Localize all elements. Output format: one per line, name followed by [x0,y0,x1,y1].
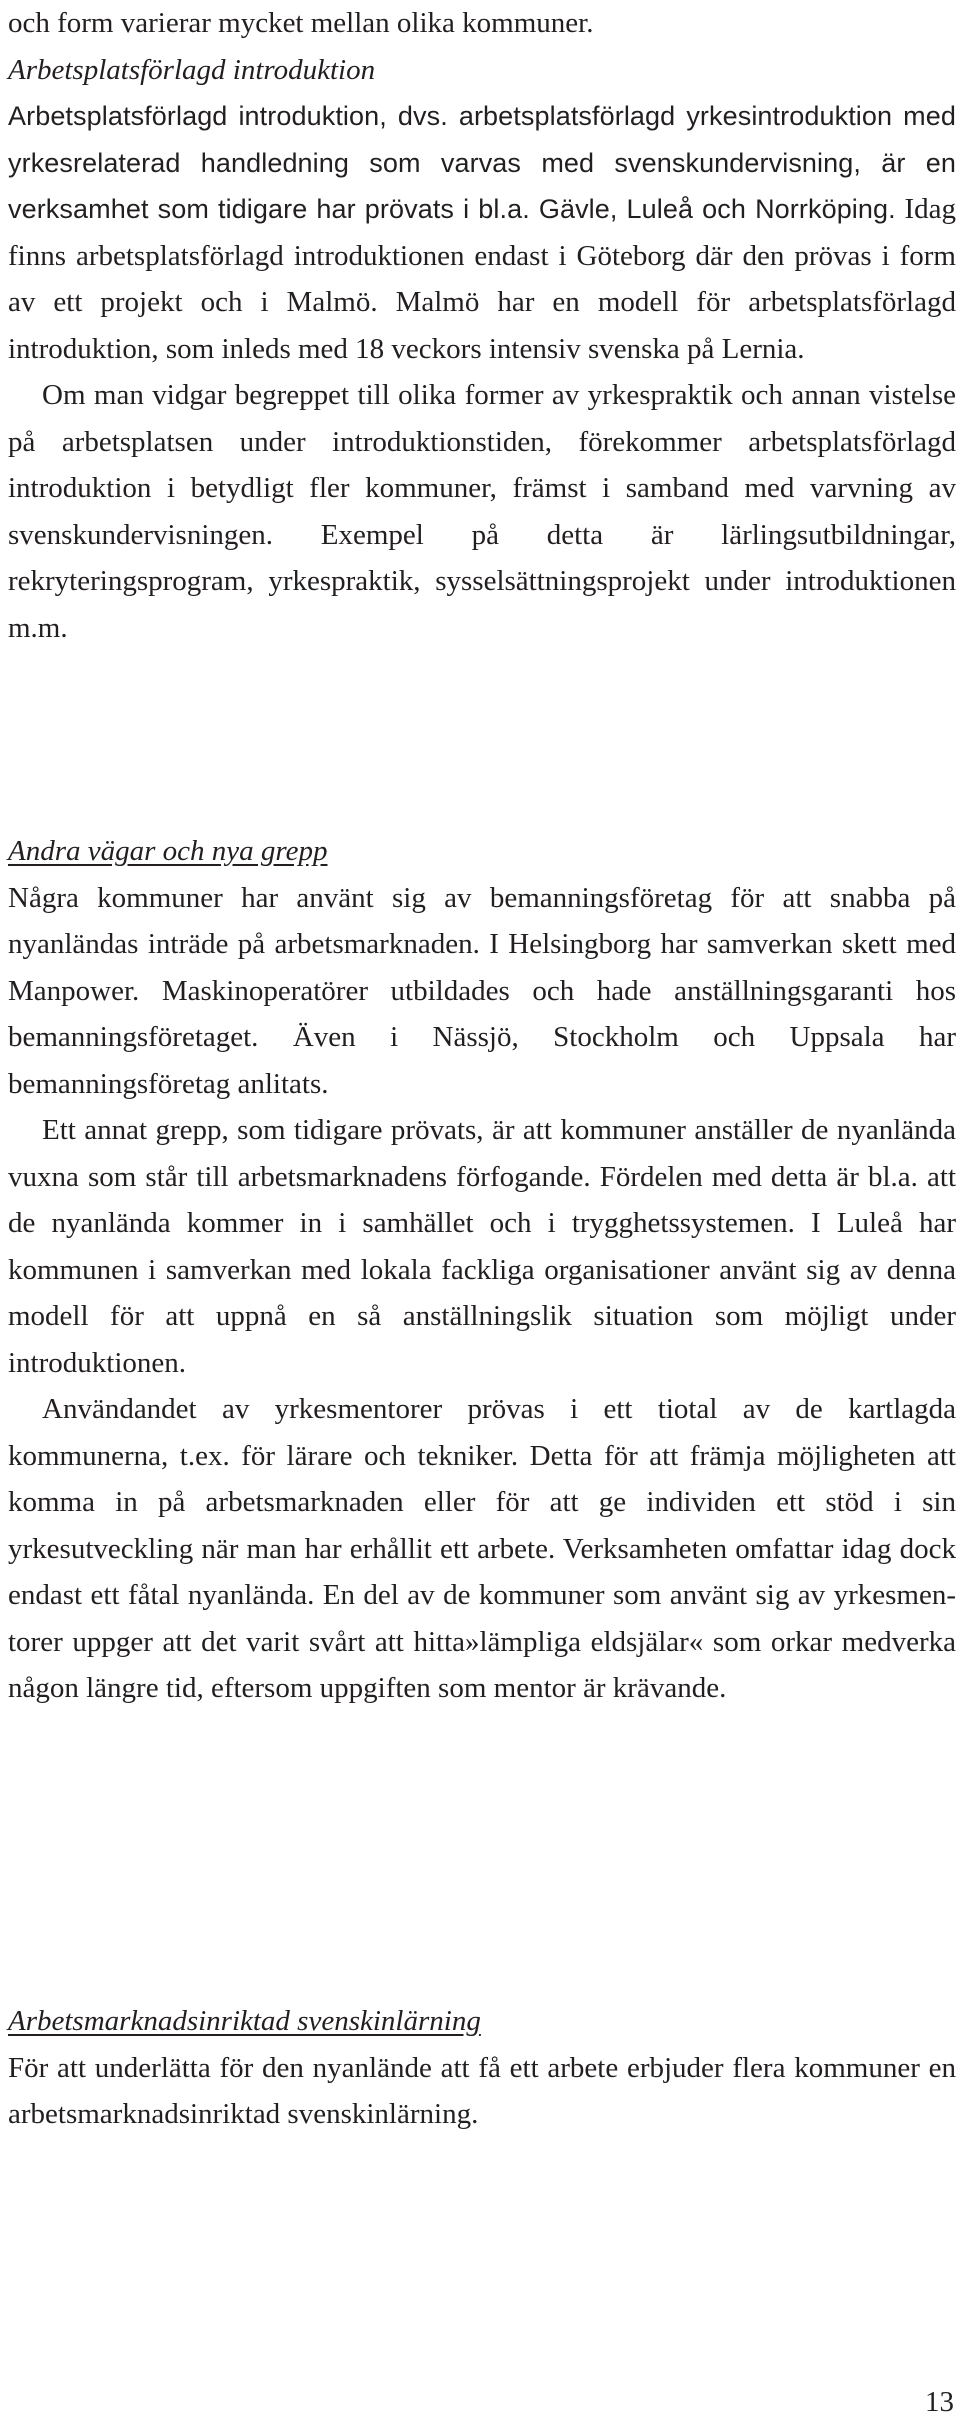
section-heading-other-ways: Andra vägar och nya grepp [8,835,328,867]
section-heading-labour-market-swedish: Arbetsmarknadsinriktad svenskinlärning [8,2005,481,2037]
paragraph-workplace-1 [8,93,956,372]
paragraph-labour-market-swedish-1: För att underlätta för den nyanlände att få ett arbete erbjuder flera kommuner en arbetsmarknadsinriktad svenskinlärning. [8,2051,956,2130]
paragraph-workplace-1-sans-part: Arbetsplatsförlagd introduktion, dvs. arbetsplatsförlagd yrkesintroduktion med yrkesrelaterad handledning som varvas med svenskundervisning, är en verksamhet som tidigare har prövats i bl.a. Gävle, Luleå och Norrköping. [8,101,956,224]
section-workplace-introduction [8,0,956,651]
section-other-ways [8,828,956,1712]
page-number: 13 [925,2386,954,2418]
paragraph-workplace-1-serif-part: Idag finns arbetsplatsförlagd introduktionen endast i Göteborg där den prövas i form av ett projekt och i Malmö. Malmö har en modell för arbetsplatsförlagd introduktion, som inleds med 18 veckors intensiv svenska på Lernia. [8,193,956,365]
section-heading-workplace-introduction: Arbetsplatsförlagd introduktion [8,53,376,86]
document-page [8,0,956,2435]
intro-lead-line: och form varierar mycket mellan olika kommuner. [8,7,594,39]
section-labour-market-swedish [8,1998,956,2138]
paragraph-other-ways-1: Några kommuner har använt sig av bemanningsföretag för att snabba på nyanländas inträde på arbetsmarknaden. I Helsingborg har samverkan skett med Manpower. Maskinoperatörer utbildades och hade anställningsgaranti hos bemanningsföretaget. Även i Nässjö, Stockholm och Uppsala har bemanningsföretag anlitats. [8,881,956,1100]
paragraph-workplace-2: Om man vidgar begreppet till olika former av yrkespraktik och annan vistelse på arbetsplatsen under introduktionstiden, förekommer arbetsplatsförlagd introduktion i betydligt fler kommuner, främst i samband med varvning av svenskundervisningen. Exempel på detta är lärlingsutbildningar, rekryteringsprogram, yrkespraktik, sysselsättningsprojekt under introduktionen m.m. [8,379,956,644]
paragraph-other-ways-3: Användandet av yrkesmentorer prövas i ett tiotal av de kartlagda kommunerna, t.ex. för lärare och tekniker. Detta för att främja möjligheten att komma in på arbetsmarknaden eller för att ge individen ett stöd i sin yrkesutveckling när man har erhållit ett arbete. Verksamheten omfattar idag dock endast ett fåtal nyanlända. En del av de kommuner som använt sig av yrkesmentorer uppger att det varit svårt att hitta»lämpliga eldsjälar« som orkar medverka någon längre tid, eftersom uppgiften som mentor är krävande. [8,1393,956,1704]
paragraph-other-ways-2: Ett annat grepp, som tidigare prövats, är att kommuner anställer de nyanlända vuxna som står till arbetsmarknadens förfogande. Fördelen med detta är bl.a. att de nyanlända kommer in i samhället och i trygghetssystemen. I Luleå har kommunen i samverkan med lokala fackliga organisationer använt sig av denna modell för att uppnå en så anställningslik situation som möjligt under introduktionen. [8,1114,956,1379]
